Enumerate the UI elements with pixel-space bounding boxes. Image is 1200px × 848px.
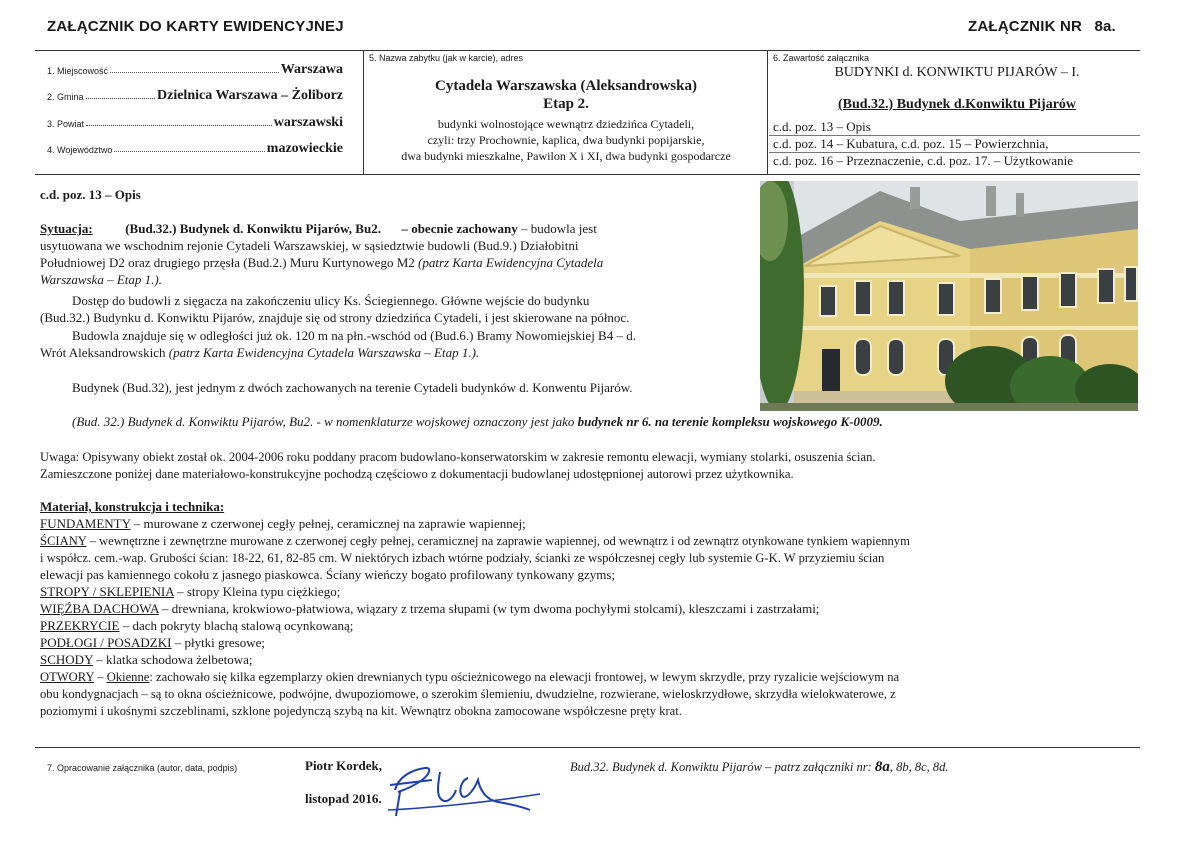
foundations-line xyxy=(40,516,526,532)
note-line-1: Uwaga: Opisywany obiekt został ok. 2004-2006 roku poddany pracom budowlano-konserwatorskim w zakresie remontu elewacji, wymiany stolarki, osuszenia ścian. xyxy=(40,450,876,464)
stairs-label: SCHODY xyxy=(40,652,93,667)
situation-line-4: Warszawska – Etap 1.). xyxy=(40,272,162,287)
access-line-2: (Bud.32.) Budynku d. Konwiktu Pijarów, znajduje się od strony dziedzińca Cytadeli, i jest skierowane na północ. xyxy=(40,310,630,325)
powiat-label: 3. Powiat xyxy=(47,119,85,129)
attachment-title: ZAŁĄCZNIK DO KARTY EWIDENCYJNEJ xyxy=(47,18,344,35)
openings-line-1 xyxy=(40,669,899,685)
header-divider-2 xyxy=(767,50,768,175)
walls-label: ŚCIANY xyxy=(40,534,87,548)
windows-label: Okienne xyxy=(106,670,150,684)
roofing-line xyxy=(40,618,353,634)
other-attachments-ref: , 8b, 8c, 8d. xyxy=(889,760,949,774)
monument-desc-3: dwa budynki mieszkalne, Pawilon X i XI, dwa budynki gospodarcze xyxy=(401,149,731,163)
nomenclature-line xyxy=(72,414,883,430)
monument-label: 5. Nazwa zabytku (jak w karcie), adres xyxy=(369,53,524,63)
building-photo xyxy=(760,181,1138,411)
distance-ref: (patrz Karta Ewidencyjna Cytadela Warszawska – Etap 1.). xyxy=(168,345,480,360)
content-line-3: c.d. poz. 16 – Przeznaczenie, c.d. poz. 17. – Użytkowanie xyxy=(773,153,1073,168)
attachment-number-value: 8a. xyxy=(1094,18,1116,35)
foundations-text: – murowane z czerwonej cegły pełnej, ceramicznej na zaprawie wapiennej; xyxy=(130,516,526,531)
walls-text-1: – wewnętrzne i zewnętrzne murowane z czerwonej cegły pełnej, ceramicznej na zaprawie wapiennej, od wewnątrz i od zewnątrz otynkowane tynkiem wapiennym xyxy=(86,534,910,548)
foundations-label: FUNDAMENTY xyxy=(40,516,131,531)
attachment-number-text: ZAŁĄCZNIK NR xyxy=(968,18,1083,35)
distance-text: Wrót Aleksandrowskich xyxy=(40,345,166,360)
content-rule-1 xyxy=(769,135,1140,136)
current-attachment-ref: 8a xyxy=(874,759,890,775)
situation-line-2: usytuowana we wschodnim rejonie Cytadeli Warszawskiej, w sąsiedztwie budowli (Bud.9.) Działobitni xyxy=(40,238,579,253)
situation-line-3 xyxy=(40,255,603,271)
situation-line-1: Sytuacja: (Bud.32.) Budynek d. Konwiktu Pijarów, Bu2. – obecnie zachowany – budowla jest xyxy=(40,221,597,236)
related-attachments-text: Bud.32. Budynek d. Konwiktu Pijarów – patrz załączniki nr: xyxy=(570,760,872,774)
roof-truss-line xyxy=(40,601,819,617)
roof-truss-label: WIĘŹBA DACHOWA xyxy=(40,601,159,616)
openings-text-1: : zachowało się kilka egzemplarzy okien drewnianych typu ościeżnicowego na elewacji frontowej, w lewym skrzydle, przy ryzalicie wejściowym na xyxy=(149,670,900,684)
floors-label: PODŁOGI / POSADZKI xyxy=(40,635,172,650)
monument-stage: Etap 2. xyxy=(543,96,589,112)
prepared-date: listopad 2016. xyxy=(305,791,382,806)
city-value: Warszawa xyxy=(280,62,343,77)
nomenclature-number: budynek nr 6. na terenie kompleksu wojskowego K-0009. xyxy=(577,414,883,429)
stairs-line xyxy=(40,652,253,668)
prepared-by-label: 7. Opracowanie załącznika (autor, data, podpis) xyxy=(47,763,238,773)
monument-name: Cytadela Warszawska (Aleksandrowska) xyxy=(435,78,697,94)
content-line-1: c.d. poz. 13 – Opis xyxy=(773,119,871,134)
dotted-leader xyxy=(110,72,279,73)
walls-line-1 xyxy=(40,533,910,549)
powiat-field xyxy=(47,111,343,131)
dotted-leader xyxy=(86,98,155,99)
floors-text: – płytki gresowe; xyxy=(171,635,265,650)
dotted-leader xyxy=(86,125,272,126)
content-line-2: c.d. poz. 14 – Kubatura, c.d. poz. 15 – Powierzchnia, xyxy=(773,136,1049,151)
material-heading: Materiał, konstrukcja i technika: xyxy=(40,499,225,514)
floors-line xyxy=(40,635,265,651)
walls-line-3: elewacji pas kamiennego cokołu z jasnego piaskowca. Ściany wieńczy bogato profilowany tynkowany gzyms; xyxy=(40,567,616,582)
attachment-number-label xyxy=(968,18,1116,35)
header-bottom-rule xyxy=(35,174,1140,175)
dotted-leader xyxy=(114,151,264,152)
roofing-text: – dach pokryty blachą stalową ocynkowaną; xyxy=(119,618,354,633)
monument-desc-2: czyli: trzy Prochownie, kaplica, dwa budynki popijarskie, xyxy=(427,133,705,147)
ceilings-label: STROPY / SKLEPIENIA xyxy=(40,584,174,599)
content-subtitle: (Bud.32.) Budynek d.Konwiktu Pijarów xyxy=(837,97,1077,112)
voivodeship-label: 4. Województwo xyxy=(47,145,113,155)
openings-label: OTWORY xyxy=(40,670,95,684)
content-rule-2 xyxy=(769,152,1140,153)
header-divider-1 xyxy=(363,50,364,175)
city-label: 1. Miejscowość xyxy=(47,66,109,76)
footer-rule xyxy=(35,747,1140,748)
one-of-two-line: Budynek (Bud.32), jest jednym z dwóch zachowanych na terenie Cytadeli budynków d. Konwentu Pijarów. xyxy=(72,380,633,395)
section-heading: c.d. poz. 13 – Opis xyxy=(40,187,141,202)
city-field xyxy=(47,58,343,78)
ceilings-line xyxy=(40,584,340,600)
distance-line-2 xyxy=(40,345,479,361)
author-name: Piotr Kordek, xyxy=(305,758,383,773)
monument-desc-1: budynki wolnostojące wewnątrz dziedzińca Cytadeli, xyxy=(437,117,695,131)
situation-ref-1: (patrz Karta Ewidencyjna Cytadela xyxy=(418,255,604,270)
walls-line-2: i współcz. cem.-wap. Grubości ścian: 18-22, 61, 82-85 cm. W niektórych izbach wtórne podziały, ścianki ze współczesnej cegły lub systemie G-K. W przyziemiu ścian xyxy=(40,551,885,565)
openings-dash: – xyxy=(94,670,107,684)
content-title: BUDYNKI d. KONWIKTU PIJARÓW – I. xyxy=(834,65,1080,80)
gmina-label: 2. Gmina xyxy=(47,92,84,102)
situation-label: Sytuacja: xyxy=(40,221,93,236)
content-label: 6. Zawartość załącznika xyxy=(773,53,870,63)
gmina-field xyxy=(47,84,343,104)
related-attachments xyxy=(570,759,949,776)
situation-text-1: – budowla jest xyxy=(520,221,597,236)
ceilings-text: – stropy Kleina typu ciężkiego; xyxy=(173,584,341,599)
openings-line-3: poziomymi i ukośnymi szczeblinami, szklone pojedynczą szybą na kit. Wewnątrz obokna zamocowane współczesne pręty krat. xyxy=(40,704,682,718)
situation-building: (Bud.32.) Budynek d. Konwiktu Pijarów, Bu2. xyxy=(125,221,381,236)
stairs-text: – klatka schodowa żelbetowa; xyxy=(92,652,253,667)
roof-truss-text: – drewniana, krokwiowo-płatwiowa, wiązary z trzema słupami (w tym dwoma pochyłymi stolcami), kleszczami i zastrzałami; xyxy=(158,601,820,616)
distance-line-1: Budowla znajduje się w odległości już ok. 120 m na płn.-wschód od (Bud.6.) Bramy Nowomiejskiej B4 – d. xyxy=(72,328,636,343)
header-top-rule xyxy=(35,50,1140,51)
nomenclature-text: (Bud. 32.) Budynek d. Konwiktu Pijarów, Bu2. - w nomenklaturze wojskowej oznaczony jest jako xyxy=(72,414,575,429)
gmina-value: Dzielnica Warszawa – Żoliborz xyxy=(157,88,343,103)
access-line-1: Dostęp do budowli z sięgacza na zakończeniu ulicy Ks. Ściegiennego. Główne wejście do budynku xyxy=(72,293,590,308)
voivodeship-field xyxy=(47,137,343,157)
openings-line-2: obu kondygnacjach – są to okna ościeżnicowe, podwójne, dwupoziomowe, o szerokim ślemieniu, dwudzielne, rozwierane, wieloskrzydłowe, skrzydła wielokwaterowe, z xyxy=(40,687,896,701)
roofing-label: PRZEKRYCIE xyxy=(40,618,120,633)
powiat-value: warszawski xyxy=(273,115,343,130)
voivodeship-value: mazowieckie xyxy=(266,141,343,156)
note-line-2: Zamieszczone poniżej dane materiałowo-konstrukcyjne pochodzą częściowo z dokumentacji budowlanej udostępnionej autorowi przez użytkownika. xyxy=(40,467,794,481)
situation-status: obecnie zachowany xyxy=(411,221,518,236)
signature-image xyxy=(370,750,550,820)
situation-text-3: Południowej D2 oraz drugiego przęsła (Bud.2.) Muru Kurtynowego M2 xyxy=(40,255,415,270)
